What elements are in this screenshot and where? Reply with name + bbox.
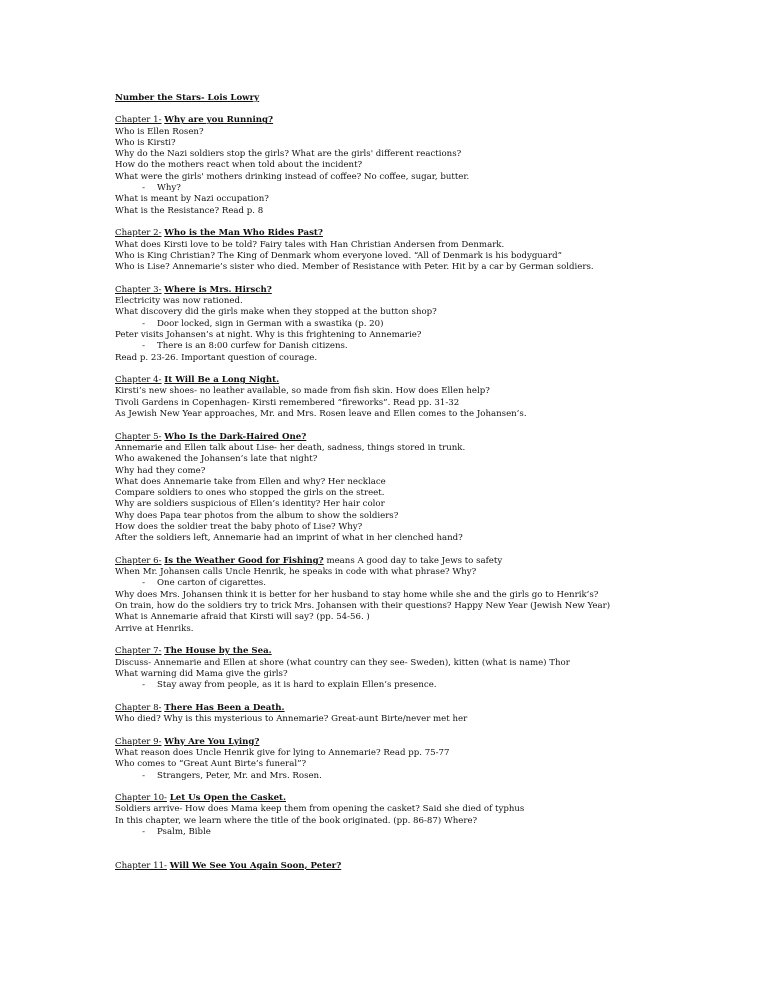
chapter-number: Chapter 6- [115,555,162,566]
bullet-answer [115,578,728,589]
chapter-title: Why Are You Lying? [164,736,260,747]
question-line: What reason does Uncle Henrik give for lying to Annemarie? Read pp. 75-77 [115,747,450,758]
dash-bullet-icon: - [142,578,145,589]
chapter-section [115,556,728,635]
chapter-title: Is the Weather Good for Fishing? [164,555,324,566]
question-line: When Mr. Johansen calls Uncle Henrik, he speaks in code with what phrase? Why? [115,567,477,578]
chapter-title: Let Us Open the Casket. [169,793,286,804]
question-line: After the soldiers left, Annemarie had an imprint of what in her clenched hand? [115,533,463,544]
question-line: Why does Papa tear photos from the album to show the soldiers? [115,510,399,521]
question-line: Kirsti’s new shoes- no leather available, so made from fish skin. How does Ellen help? [115,386,490,397]
question-line: What warning did Mama give the girls? [115,668,288,679]
question-line: Who is Kirsti? [115,137,176,148]
question-line: Who comes to “Great Aunt Birte’s funeral”? [115,759,307,770]
question-line: What does Annemarie take from Ellen and why? Her necklace [115,476,386,487]
chapter-heading [115,793,728,804]
chapter-number: Chapter 11- [115,860,167,871]
chapter-title: Where is Mrs. Hirsch? [164,284,272,295]
bullet-answer [115,183,728,194]
question-line: Arrive at Henriks. [115,623,194,634]
chapter-heading [115,432,728,443]
bullet-text: Door locked, sign in German with a swastika (p. 20) [157,318,384,329]
chapter-heading [115,556,728,567]
question-line: Tivoli Gardens in Copenhagen- Kirsti remembered “fireworks”. Read pp. 31-32 [115,397,460,408]
chapter-number: Chapter 8- [115,702,162,713]
bullet-text: One carton of cigarettes. [157,578,266,589]
chapter-heading [115,737,728,748]
question-line: Discuss- Annemarie and Ellen at shore (what country can they see- Sweden), kitten (what is name) Thor [115,657,570,668]
chapter-heading [115,285,728,296]
chapter-title: There Has Been a Death. [164,702,285,713]
chapter-title: Will We See You Again Soon, Peter? [169,860,342,871]
question-line: Annemarie and Ellen talk about Lise- her death, sadness, things stored in trunk. [115,442,466,453]
question-line: Compare soldiers to ones who stopped the girls on the street. [115,488,385,499]
question-line: How do the mothers react when told about the incident? [115,160,363,171]
question-line: Who is Lise? Annemarie’s sister who died. Member of Resistance with Peter. Hit by a car by German soldiers. [115,262,594,273]
bullet-answer [115,319,728,330]
chapter-number: Chapter 9- [115,736,162,747]
dash-bullet-icon: - [142,318,145,329]
question-line: Soldiers arrive- How does Mama keep them from opening the casket? Said she died of typhus [115,804,525,815]
question-line: Why do the Nazi soldiers stop the girls? What are the girls' different reactions? [115,149,462,160]
chapter-title: Why are you Running? [164,115,274,126]
bullet-answer [115,680,728,691]
chapter-heading [115,228,728,239]
chapter-section [115,737,728,782]
chapter-section [115,115,728,217]
bullet-text: Strangers, Peter, Mr. and Mrs. Rosen. [157,770,322,781]
question-line: Who died? Why is this mysterious to Annemarie? Great-aunt Birte/never met her [115,714,468,725]
chapter-note: means A good day to take Jews to safety [323,555,503,566]
chapter-list [115,115,728,872]
bullet-text: There is an 8:00 curfew for Danish citizens. [157,341,348,352]
chapter-section [115,285,728,364]
dash-bullet-icon: - [142,827,145,837]
question-line: How does the soldier treat the baby photo of Lise? Why? [115,521,363,532]
question-line: What discovery did the girls make when they stopped at the button shop? [115,307,437,318]
chapter-section [115,793,728,838]
chapter-number: Chapter 7- [115,646,162,657]
chapter-number: Chapter 10- [115,793,167,804]
question-line: Who awakened the Johansen’s late that night? [115,454,318,465]
question-line: In this chapter, we learn where the title of the book originated. (pp. 86-87) Where? [115,815,478,826]
question-line: Why does Mrs. Johansen think it is better for her husband to stay home while she and the girls go to Henrik’s? [115,589,599,600]
question-line: Who is King Christian? The King of Denmark whom everyone loved. “All of Denmark is his bodyguard” [115,250,563,261]
chapter-heading [115,115,728,126]
question-line: What is the Resistance? Read p. 8 [115,205,264,216]
chapter-section [115,646,728,691]
dash-bullet-icon: - [142,183,145,194]
chapter-heading [115,861,728,872]
dash-bullet-icon: - [142,680,145,691]
chapter-number: Chapter 1- [115,115,162,126]
chapter-section [115,432,728,545]
bullet-answer [115,827,728,838]
chapter-title: It Will Be a Long Night. [164,375,280,386]
bullet-text: Stay away from people, as it is hard to explain Ellen’s presence. [157,680,437,691]
chapter-title: Who is the Man Who Rides Past? [164,228,323,239]
question-line: What is meant by Nazi occupation? [115,194,269,205]
question-line: Why had they come? [115,465,206,476]
chapter-section [115,703,728,726]
document-title: Number the Stars- Lois Lowry [115,93,260,103]
chapter-heading [115,703,728,714]
question-line: Peter visits Johansen’s at night. Why is this frightening to Annemarie? [115,329,422,340]
bullet-text: Why? [157,183,181,194]
chapter-heading [115,646,728,657]
question-line: What does Kirsti love to be told? Fairy tales with Han Christian Andersen from Denmark. [115,239,505,250]
question-line: What were the girls' mothers drinking instead of coffee? No coffee, sugar, butter. [115,171,470,182]
bullet-answer [115,771,728,782]
chapter-section [115,861,728,872]
chapter-title: Who Is the Dark-Haired One? [164,431,307,442]
chapter-number: Chapter 2- [115,228,162,239]
question-line: Read p. 23-26. Important question of courage. [115,352,318,363]
chapter-number: Chapter 3- [115,284,162,295]
chapter-number: Chapter 5- [115,431,162,442]
question-line: What is Annemarie afraid that Kirsti will say? (pp. 54-56. ) [115,612,370,623]
bullet-answer [115,341,728,352]
question-line: Electricity was now rationed. [115,296,243,307]
chapter-section [115,375,728,420]
question-line: Who is Ellen Rosen? [115,126,204,137]
question-line: Why are soldiers suspicious of Ellen’s identity? Her hair color [115,499,385,510]
dash-bullet-icon: - [142,770,145,781]
question-line: On train, how do the soldiers try to trick Mrs. Johansen with their questions? Happy New Year (Jewish New Year) [115,601,611,612]
chapter-number: Chapter 4- [115,375,162,386]
bullet-text: Psalm, Bible [157,827,211,837]
chapter-section [115,228,728,273]
question-line: As Jewish New Year approaches, Mr. and Mrs. Rosen leave and Ellen comes to the Johansen’s. [115,409,527,420]
chapter-heading [115,375,728,386]
chapter-title: The House by the Sea. [164,646,272,657]
dash-bullet-icon: - [142,341,145,352]
